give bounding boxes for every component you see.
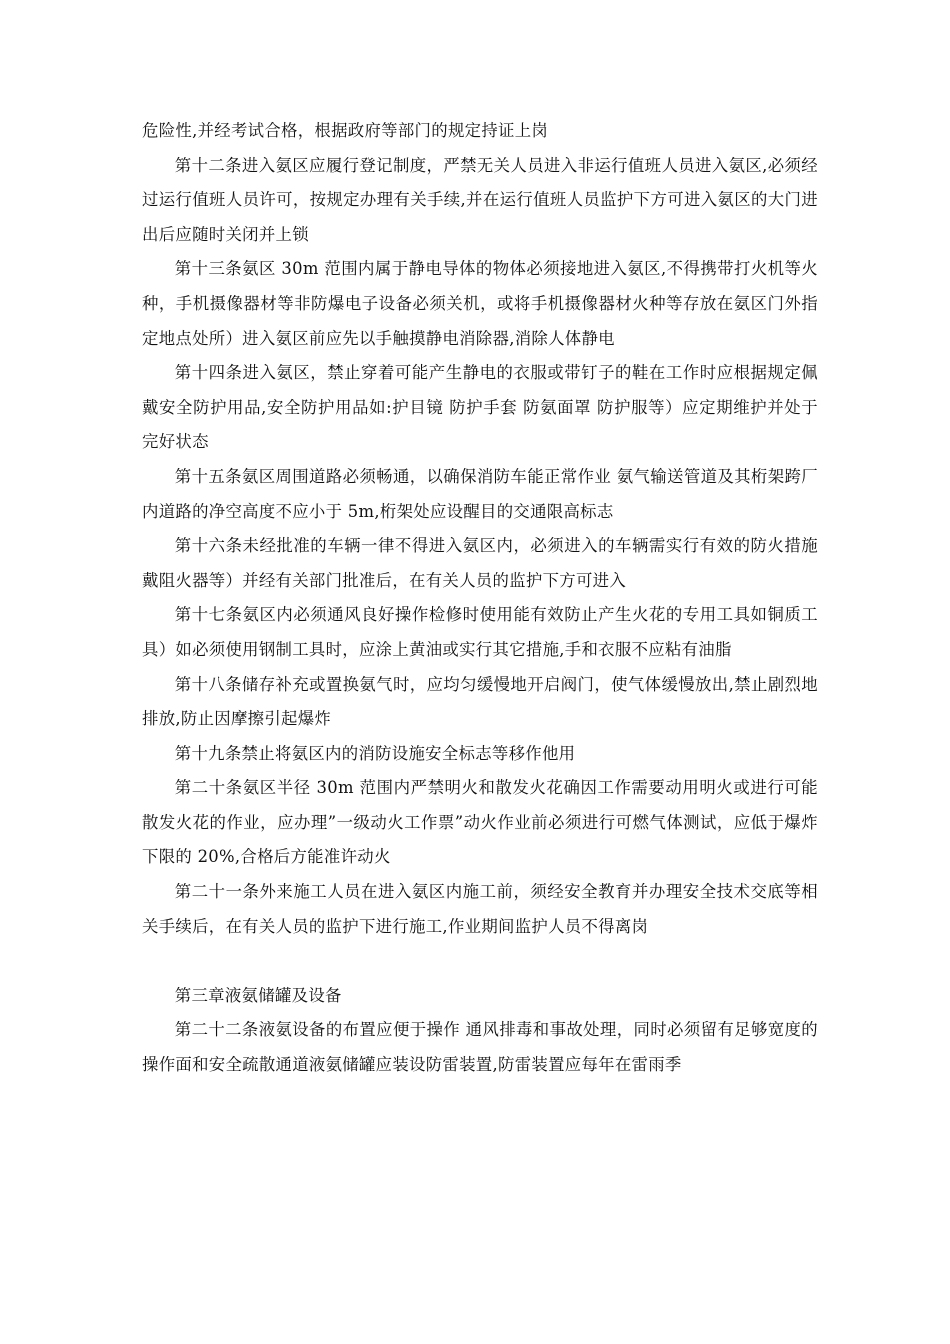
chapter-heading: 第三章液氨储罐及设备 <box>174 985 342 1005</box>
paragraph-article-13: 第十三条氨区 30m 范围内属于静电导体的物体必须接地进入氨区,不得携带打火机等火种，手机摄像器材等非防爆电子设备必须关机，或将手机摄像器材火种等存放在氨区门外指定地点处所）进入氨区前应先以手触摸静电消除器,消除人体静电 <box>142 259 818 348</box>
document-body <box>142 114 818 1083</box>
paragraph-article-14: 第十四条进入氨区，禁止穿着可能产生静电的衣服或带钉子的鞋在工作时应根据规定佩戴安全防护用品,安全防护用品如:护目镜 防护手套 防氨面罩 防护服等）应定期维护并处于完好状态 <box>142 363 818 452</box>
paragraph-article-22: 第二十二条液氨设备的布置应便于操作 通风排毒和事故处理，同时必须留有足够宽度的操作面和安全疏散通道液氨储罐应装设防雷装置,防雷装置应每年在雷雨季 <box>142 1020 818 1075</box>
paragraph-article-20: 第二十条氨区半径 30m 范围内严禁明火和散发火花确因工作需要动用明火或进行可能散发火花的作业，应办理”一级动火工作票”动火作业前必须进行可燃气体测试，应低于爆炸下限的 20%,合格后方能准许动火 <box>142 778 818 867</box>
paragraph-article-16: 第十六条未经批准的车辆一律不得进入氨区内，必须进入的车辆需实行有效的防火措施戴阻火器等）并经有关部门批准后，在有关人员的监护下方可进入 <box>142 536 818 590</box>
paragraph-article-12: 第十二条进入氨区应履行登记制度，严禁无关人员进入非运行值班人员进入氨区,必须经过运行值班人员许可，按规定办理有关手续,并在运行值班人员监护下方可进入氨区的大门进出后应随时关闭并上锁 <box>142 155 818 244</box>
paragraph-article-18: 第十八条储存补充或置换氨气时，应均匀缓慢地开启阀门，使气体缓慢放出,禁止剧烈地排放,防止因摩擦引起爆炸 <box>142 674 818 729</box>
paragraph-article-17: 第十七条氨区内必须通风良好操作检修时使用能有效防止产生火花的专用工具如铜质工具）如必须使用钢制工具时，应涂上黄油或实行其它措施,手和衣服不应粘有油脂 <box>142 605 818 659</box>
paragraph-continuation: 危险性,并经考试合格，根据政府等部门的规定持证上岗 <box>142 121 549 140</box>
paragraph-article-21: 第二十一条外来施工人员在进入氨区内施工前，须经安全教育并办理安全技术交底等相关手续后，在有关人员的监护下进行施工,作业期间监护人员不得离岗 <box>142 882 818 936</box>
section-spacer <box>142 944 818 979</box>
paragraph-article-15: 第十五条氨区周围道路必须畅通，以确保消防车能正常作业 氨气输送管道及其桁架跨厂内道路的净空高度不应小于 5m,桁架处应设醒目的交通限高标志 <box>142 466 818 521</box>
paragraph-article-19: 第十九条禁止将氨区内的消防设施安全标志等移作他用 <box>174 743 576 763</box>
